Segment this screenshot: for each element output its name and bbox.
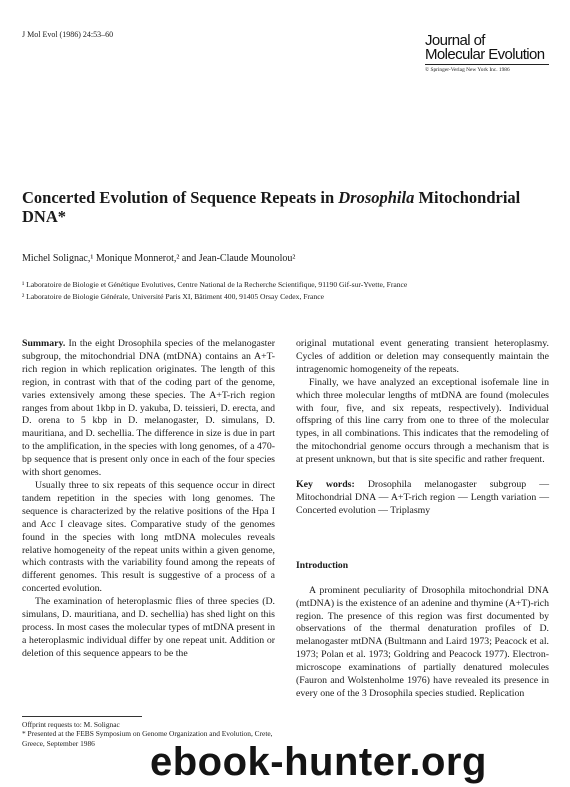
introduction-paragraph: A prominent peculiarity of Drosophila mitochondrial DNA (mtDNA) is the existence of an adenine and thymine (A+T)-rich region. The presence of this region was first documented by observations of the thermal denaturation profiles of D. melanogaster mtDNA (Bultmann and Laird 1973; Peacock et al. 1973; Polan et al. 1973; Goldring and Peacock 1977). Electron-microscope examinations of partially denatured molecules (Fauron and Wolstenholme 1976) have revealed its presence in every one of the 3 Drosophila species studied. Replication <box>296 584 549 699</box>
masthead-rule <box>425 64 549 65</box>
keywords-label: Key words: <box>296 479 355 491</box>
section-heading-introduction: Introduction <box>296 559 349 571</box>
column-right <box>296 338 549 701</box>
keywords-text: Drosophila melanogaster subgroup — Mitochondrial DNA — A+T-rich region — Length variation — Concerted evolution — Triplasmy <box>296 479 550 516</box>
author-list: Michel Solignac,¹ Monique Monnerot,² and Jean-Claude Mounolou² <box>22 253 296 264</box>
journal-masthead <box>425 34 565 73</box>
abstract-p1-text: In the eight Drosophila species of the melanogaster subgroup, the mitochondrial DNA (mtDNA) contains an A+T-rich region in which replication originates. The length of this region, in contrast with that of the coding part of the genome, varies extensively among these species. The A+T-rich region ranges from about 1kbp in D. yakuba, D. teissieri, D. erecta, and D. orena to 5 kbp in D. melanogaster, D. simulans, D. mauritiana, and D. sechellia. The difference in size is due in part to the amplification, in the species with long genomes, of a 470-bp sequence that is present only once in each of the four species with short genomes. <box>22 338 276 479</box>
journal-citation: J Mol Evol (1986) 24:53–60 <box>22 30 114 39</box>
affiliation-1: ¹ Laboratoire de Biologie et Génétique Evolutives, Centre National de la Recherche Scientifique, 91190 Gif-sur-Yvette, France <box>22 280 408 289</box>
affiliation-2: ² Laboratoire de Biologie Générale, Université Paris XI, Bâtiment 400, 91405 Orsay Cedex, France <box>22 292 324 301</box>
footnote-presented: * Presented at the FEBS Symposium on Genome Organization and Evolution, Crete, Greece, September 1986 <box>22 729 273 748</box>
abstract-label: Summary. <box>22 338 66 349</box>
column-left <box>22 338 275 661</box>
publisher-copyright: © Springer-Verlag New York Inc. 1986 <box>425 67 510 73</box>
abstract-paragraph-5: Finally, we have analyzed an exceptional isofemale line in which three molecular lengths of mtDNA are found (molecules with four, five, and six repeats, respectively). Individual offspring of this line carry from one to three of the molecular types, in all combinations. This indicates that the remodeling of the mitochondrial genome occurs through a mechanism that is at present unknown, but that is site specific and rather frequent. <box>296 376 549 466</box>
article-title <box>22 188 542 226</box>
title-part2: Mitochondrial DNA* <box>22 188 521 226</box>
title-part1: Concerted Evolution of Sequence Repeats in <box>22 188 339 207</box>
abstract-paragraph-1 <box>22 338 275 480</box>
watermark-text: ebook-hunter.org <box>150 740 487 784</box>
abstract-paragraph-2: Usually three to six repeats of this sequence occur in direct tandem repetition in the species with long genomes. The sequence is characterized by the relative positions of the Hpa I and Acc I cleavage sites. Comparative study of the genomes found in the species with long mtDNA molecules reveals relative homogeneity of the repeat units within a given genome, which contrasts with the variability found among the repeats of different genomes. This result is suggestive of a process of a concerted evolution. <box>22 479 275 595</box>
abstract-paragraph-3: The examination of heteroplasmic flies of three species (D. simulans, D. mauritiana, and D. sechellia) has shed light on this process. In most cases the molecular types of mtDNA present in a heteroplasmic individual differ by one repeat unit. Addition or deletion of this sequence appears to be the <box>22 596 275 659</box>
abstract-paragraph-4: original mutational event generating transient heteroplasmy. Cycles of addition or deletion may consequently maintain the intragenomic homogeneity of the repeats. <box>296 338 549 375</box>
title-italic: Drosophila <box>338 188 415 207</box>
footnote-rule <box>22 716 142 717</box>
footnote-offprint: Offprint requests to: M. Solignac <box>22 720 120 729</box>
keywords <box>296 479 549 518</box>
journal-name-line2: Molecular Evolution <box>425 46 545 63</box>
journal-name-line1: Journal of <box>425 32 485 49</box>
